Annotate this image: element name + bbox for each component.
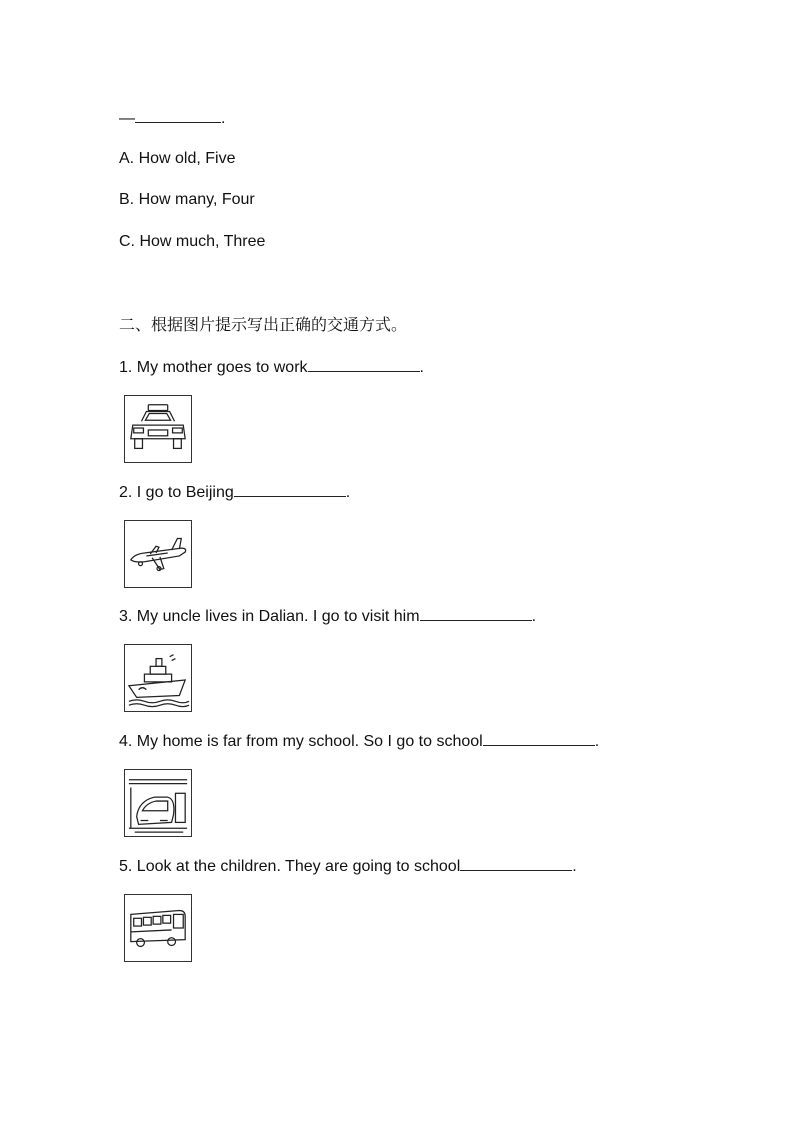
period: .	[345, 484, 351, 501]
ship-icon	[124, 644, 192, 712]
question-2	[119, 482, 350, 503]
answer-blank[interactable]	[234, 482, 346, 497]
answer-blank[interactable]	[308, 357, 420, 372]
question-text: 3. My uncle lives in Dalian. I go to visit him	[119, 608, 420, 625]
answer-line	[119, 108, 225, 129]
option-c: C. How much, Three	[119, 233, 266, 250]
answer-blank[interactable]	[460, 856, 572, 871]
period: .	[531, 608, 537, 625]
dash-prefix: —	[119, 110, 135, 127]
taxi-icon	[124, 395, 192, 463]
period: .	[419, 359, 424, 376]
section-heading: 二、根据图片提示写出正确的交通方式。	[119, 317, 408, 334]
answer-blank[interactable]	[420, 606, 532, 621]
period: .	[594, 733, 600, 750]
question-4	[119, 731, 599, 752]
question-text: 2. I go to Beijing	[119, 484, 234, 501]
period: .	[221, 110, 226, 127]
answer-blank[interactable]	[135, 108, 221, 123]
question-1	[119, 357, 424, 378]
option-b: B. How many, Four	[119, 191, 255, 208]
question-text: 1. My mother goes to work	[119, 359, 308, 376]
subway-train-icon	[124, 769, 192, 837]
bus-icon	[124, 894, 192, 962]
airplane-icon	[124, 520, 192, 588]
question-text: 4. My home is far from my school. So I go to school	[119, 733, 483, 750]
option-a: A. How old, Five	[119, 150, 236, 167]
question-5	[119, 856, 577, 877]
question-text: 5. Look at the children. They are going to school	[119, 858, 461, 875]
period: .	[572, 858, 577, 875]
question-3	[119, 606, 536, 627]
answer-blank[interactable]	[483, 731, 595, 746]
